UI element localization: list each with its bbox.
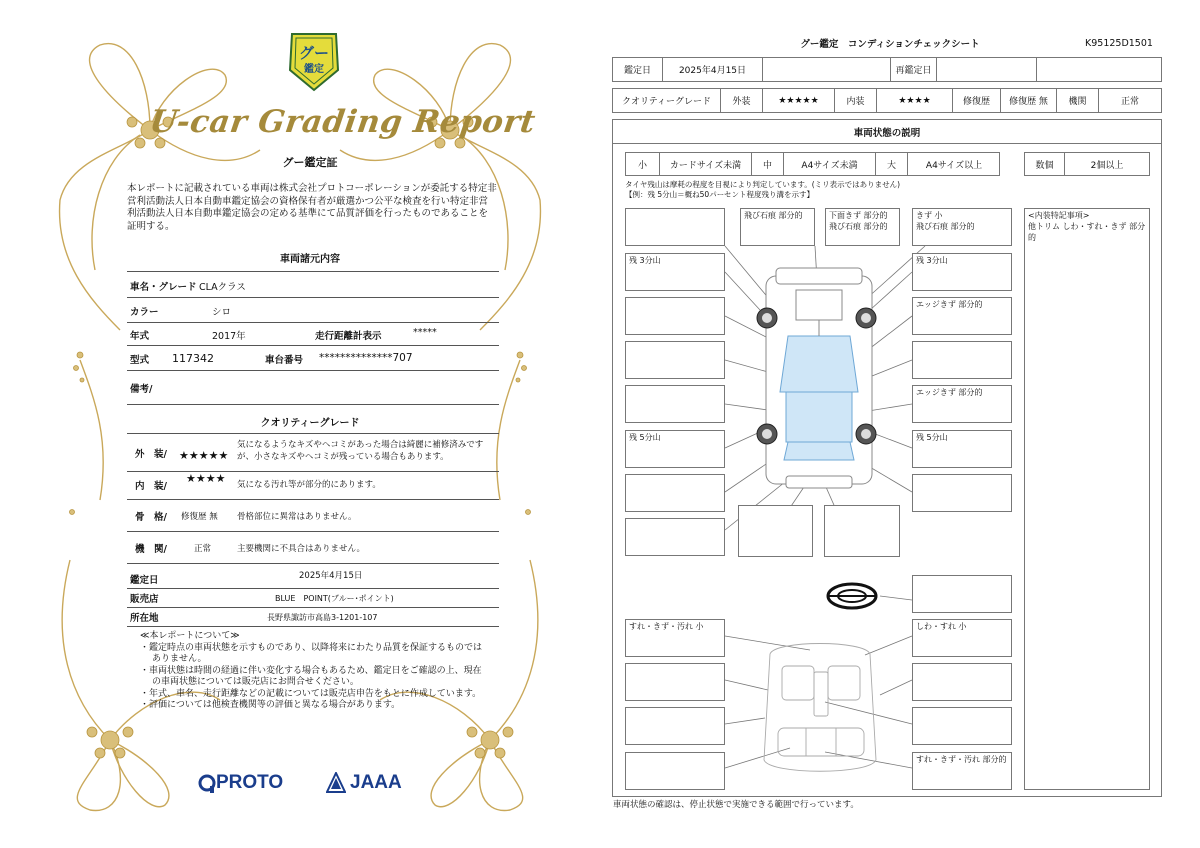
appraisal-date-value: 2025年4月15日 — [663, 58, 763, 81]
goo-appraisal-badge — [286, 30, 342, 94]
notes-title: ≪本レポートについて≫ — [140, 631, 240, 641]
reappraisal-label: 再鑑定日 — [891, 58, 937, 81]
appraisal-date-label: 鑑定日 — [130, 575, 159, 586]
legend-count: 数個 — [1025, 153, 1065, 175]
interior-label: 内 装/ — [135, 481, 167, 492]
legend-small: 小 — [626, 153, 660, 175]
engine-text: 主要機関に不具合はありません。 — [237, 544, 366, 554]
spec-row-model — [127, 346, 499, 371]
exterior-text: 気になるようなキズやヘコミがあった場合は綺麗に補修済みですが、小さなキズやヘコミが残っている場合もあります。 — [237, 440, 484, 462]
model-value: 117342 — [172, 352, 214, 365]
car-name-value: CLAクラス — [199, 282, 246, 293]
condition-box-rear-right — [824, 505, 900, 557]
condition-box — [625, 208, 725, 246]
condition-box-rear-left — [738, 505, 813, 557]
dealer-label: 販売店 — [130, 594, 159, 605]
badge-line1: グー — [298, 44, 330, 62]
interior-stars: ★★★★ — [186, 472, 226, 485]
grade-repair-label: 修復歴 — [953, 89, 1001, 112]
spec-row-year — [127, 323, 499, 346]
grade-engine-value: 正常 — [1120, 97, 1139, 107]
spec-row-color — [127, 297, 499, 323]
sheet-footer: 車両状態の確認は、停止状態で実施できる範囲で行っています。 — [613, 800, 859, 810]
chassis-label: 車台番号 — [265, 355, 304, 366]
legend-small-desc: カードサイズ未満 — [660, 153, 752, 175]
condition-box — [625, 385, 725, 423]
note-item: ・評価については他検査機関等の評価と異なる場合があります。 — [140, 700, 401, 710]
certificate-title: グー鑑定証 — [282, 156, 338, 169]
condition-box-tire-front-right: 残 3分山 — [912, 253, 1012, 291]
condition-box — [625, 518, 725, 556]
condition-check-sheet — [600, 0, 1200, 848]
tire-note-line2: 【例：残 5分山＝概ね50パーセント程度残り溝を示す】 — [625, 190, 815, 199]
condition-box — [625, 341, 725, 379]
condition-box — [625, 663, 725, 701]
legend-medium: 中 — [752, 153, 784, 175]
year-value: 2017年 — [212, 331, 246, 342]
certificate-body: 本レポートに記載されている車両は株式会社プロトコーポレーションが委託する特定非営利活動法人日本自動車鑑定協会の資格保有者が厳選かつ公平な検査を行い特定非営利活動法人日本自動車鑑定協会の定める基準にて品質評価を行ったものであることを証明する。 — [127, 183, 497, 232]
dealer-value: BLUE POINT(ブルー･ポイント) — [275, 594, 394, 603]
mileage-label: 走行距離計表示 — [315, 331, 382, 342]
appraisal-date-label: 鑑定日 — [613, 58, 663, 81]
quality-row-exterior — [127, 433, 499, 472]
spec-row-remarks — [127, 371, 499, 405]
legend-medium-desc: A4サイズ未満 — [784, 153, 876, 175]
condition-box-interior-right-2: すれ・きず・汚れ 部分的 — [912, 752, 1012, 790]
mileage-value: ***** — [413, 327, 437, 338]
row-dealer — [127, 589, 499, 608]
row-address — [127, 608, 499, 627]
badge-line2: 鑑定 — [304, 64, 324, 75]
year-label: 年式 — [130, 331, 150, 342]
condition-box-interior-right-1: しわ・すれ 小 — [912, 619, 1012, 657]
report-script-title: U-car Grading Report — [147, 104, 538, 140]
jaaa-logo-icon — [326, 772, 346, 794]
jaaa-logo-text: JAAA — [350, 772, 402, 793]
note-item: ・年式、車名、走行距離などの記載については販売店申告をもとに作成しています。 — [140, 688, 482, 699]
condition-box — [625, 474, 725, 512]
grade-exterior-value: ★★★★★ — [763, 89, 835, 112]
condition-box-front-right: きず 小 飛び石痕 部分的 — [912, 208, 1012, 246]
condition-box — [912, 707, 1012, 745]
exterior-label: 外 装/ — [135, 449, 167, 460]
engine-label: 機 関/ — [135, 544, 167, 555]
condition-box — [912, 663, 1012, 701]
condition-box-side-right-2: エッジきず 部分的 — [912, 385, 1012, 423]
condition-box-steering — [912, 575, 1012, 613]
grade-engine-label: 機関 — [1057, 89, 1099, 112]
interior-notes-box — [1024, 208, 1150, 790]
steering-wheel-icon — [828, 584, 876, 608]
interior-notes-title: <内装特記事項> — [1028, 211, 1090, 220]
frame-text: 骨格部位に異常はありません。 — [237, 512, 357, 522]
note-item: ・鑑定時点の車両状態を示すものであり、以降将来にわたり品質を保証するものではありません。 — [140, 642, 483, 664]
quality-row-engine — [127, 532, 499, 564]
grade-interior-label: 内装 — [835, 89, 877, 112]
interior-text: 気になる汚れ等が部分的にあります。 — [237, 480, 381, 490]
legend-count-desc: 2個以上 — [1090, 160, 1124, 171]
remarks-label: 備考/ — [130, 384, 153, 395]
condition-box — [912, 341, 1012, 379]
condition-box-side-right-1: エッジきず 部分的 — [912, 297, 1012, 335]
color-value: シロ — [212, 307, 232, 318]
condition-box-interior-left-1: すれ・きず・汚れ 小 — [625, 619, 725, 657]
model-label: 型式 — [130, 355, 150, 366]
frame-label: 骨 格/ — [135, 512, 167, 523]
grade-interior-value: ★★★★ — [877, 89, 953, 112]
condition-box-tire-front-left: 残 3分山 — [625, 253, 725, 291]
condition-box — [625, 297, 725, 335]
report-notes — [140, 631, 490, 712]
legend-large-desc: A4サイズ以上 — [925, 160, 983, 171]
condition-box — [625, 707, 725, 745]
address-value: 長野県諏訪市高島3-1201-107 — [267, 613, 378, 622]
grade-label: クオリティーグレード — [613, 89, 721, 112]
quality-row-interior — [127, 471, 499, 500]
specs-title: 車両諸元内容 — [280, 254, 340, 265]
condition-box — [625, 752, 725, 790]
sheet-code: K95125D1501 — [1085, 38, 1153, 49]
quality-row-frame — [127, 500, 499, 532]
legend-large: 大 — [876, 153, 908, 175]
chassis-value: **************707 — [319, 352, 413, 364]
color-label: カラー — [130, 307, 159, 318]
spec-row-name — [127, 271, 499, 298]
engine-value: 正常 — [194, 544, 212, 554]
interior-notes-text: 他トリム しわ・すれ・きず 部分的 — [1028, 222, 1146, 242]
grade-exterior-label: 外装 — [721, 89, 763, 112]
condition-title: 車両状態の説明 — [612, 119, 1162, 144]
row-appraisal-date — [127, 564, 499, 589]
proto-logo-text: PROTO — [216, 772, 284, 793]
condition-box-tire-rear-left: 残 5分山 — [625, 430, 725, 468]
condition-box-front-center: 下面きず 部分的 飛び石痕 部分的 — [825, 208, 900, 246]
appraisal-date-value: 2025年4月15日 — [299, 571, 363, 581]
note-item: ・車両状態は時間の経過に伴い変化する場合もあるため、鑑定日をご確認の上、現在の車両状態については販売店にお問合せください。 — [140, 665, 482, 687]
tire-note-line1: タイヤ残山は摩耗の程度を目視により判定しています。(ミリ表示ではありません) — [625, 180, 901, 189]
address-label: 所在地 — [130, 613, 159, 624]
condition-box-front-left: 飛び石痕 部分的 — [740, 208, 815, 246]
exterior-stars: ★★★★★ — [179, 449, 229, 462]
sheet-title: グー鑑定 コンディションチェックシート — [800, 39, 980, 50]
condition-box-tire-rear-right: 残 5分山 — [912, 430, 1012, 468]
car-name-label: 車名・グレード — [130, 282, 197, 293]
frame-value: 修復歴 無 — [181, 512, 218, 522]
proto-logo-icon — [198, 774, 216, 794]
quality-title: クオリティーグレード — [260, 418, 360, 429]
condition-box — [912, 474, 1012, 512]
grade-repair-value: 修復歴 無 — [1001, 89, 1057, 112]
